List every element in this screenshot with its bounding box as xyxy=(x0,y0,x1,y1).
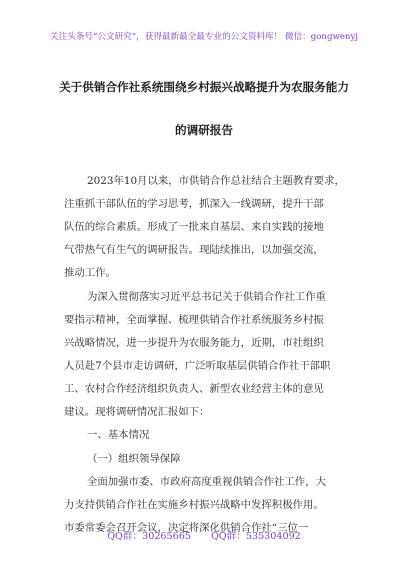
body-line: 队伍的综合素质。形成了一批来自基层、来自实践的接地 xyxy=(64,221,324,233)
subsection-heading: （一）组织领导保障 xyxy=(87,453,181,465)
footer-contact xyxy=(0,528,408,542)
body-line: 工、农村合作经济组织负责人、新型农业经营主体的意见 xyxy=(64,383,324,395)
footer-qq-group-1: QQ群：30265665 xyxy=(107,531,191,542)
body-line: 推动工作。 xyxy=(64,267,116,279)
body-line: 建议。现将调研情况汇报如下： xyxy=(64,406,210,418)
body-line: 注重抓干部队伍的学习思考，抓深入一线调研，提升干部 xyxy=(64,198,324,210)
body-line: 2023年10月以来，市供销合作总社结合主题教育要求， xyxy=(87,175,345,187)
body-line: 气带热气有生气的调研报告。现陆续推出，以加强交流， xyxy=(64,244,324,256)
body-line: 全面加强市委、市政府高度重视供销合作社工作，大 xyxy=(87,476,326,488)
body-line: 市委常委会召开会议，决定将深化供销合作社“三位一 xyxy=(64,522,309,534)
body-line: 力支持供销合作社在实施乡村振兴战略中发挥积极作用。 xyxy=(64,499,324,511)
body-line: 兴战略情况，进一步提升为农服务能力，近期，市社组织 xyxy=(64,337,324,349)
footer-qq-group-2: QQ群：535304092 xyxy=(210,531,301,542)
section-heading: 一、基本情况 xyxy=(87,429,150,441)
body-line: 为深入贯彻落实习近平总书记关于供销合作社工作重 xyxy=(87,291,326,303)
body-line: 要指示精神，全面掌握、梳理供销合作社系统服务乡村振 xyxy=(64,314,324,326)
body-line: 人员赴7个县市走访调研，广泛听取基层供销合作社干部职 xyxy=(64,360,331,372)
document-title-line-1: 关于供销合作社系统围绕乡村振兴战略提升为农服务能力 xyxy=(59,80,349,94)
document-title-line-2: 的调研报告 xyxy=(175,123,233,137)
header-note: 关注头条号“公文研究”，获得最新最全最专业的公文资料库！ 微信：gongwenyj xyxy=(50,32,358,42)
